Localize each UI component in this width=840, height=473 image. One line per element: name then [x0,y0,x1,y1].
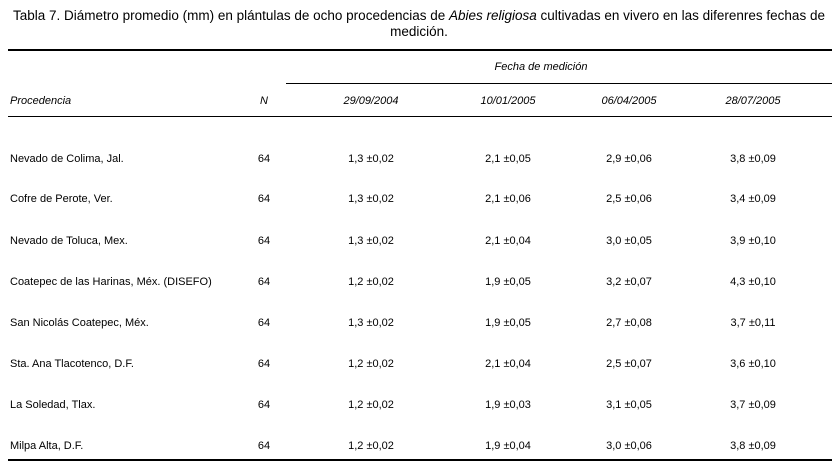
table-cell-fecha-3: 2,7 ±0,08 [606,317,652,329]
column-header-fecha-1: 29/09/2004 [343,95,399,107]
table-cell-n: 64 [257,193,271,205]
table-cell-n: 64 [257,399,271,411]
table-cell-fecha-2: 2,1 ±0,06 [485,193,531,205]
table-cell-procedencia: Coatepec de las Harinas, Méx. (DISEFO) [10,276,212,288]
table-cell-fecha-2: 2,1 ±0,04 [485,358,531,370]
table-cell-fecha-4: 4,3 ±0,10 [730,276,776,288]
table-cell-n: 64 [257,440,271,452]
column-header-procedencia: Procedencia [10,95,72,107]
table-cell-n: 64 [257,358,271,370]
column-header-fecha-2: 10/01/2005 [480,95,536,107]
table-cell-n: 64 [257,153,271,165]
table-cell-fecha-2: 1,9 ±0,05 [485,276,531,288]
table-cell-fecha-3: 2,5 ±0,06 [606,193,652,205]
table-cell-procedencia: Sta. Ana Tlacotenco, D.F. [10,358,134,370]
table-cell-fecha-3: 3,0 ±0,06 [606,440,652,452]
table-cell-fecha-3: 3,0 ±0,05 [606,235,652,247]
table-cell-fecha-2: 2,1 ±0,05 [485,153,531,165]
table-cell-fecha-1: 1,2 ±0,02 [348,276,394,288]
table-cell-procedencia: Nevado de Colima, Jal. [10,153,124,165]
table-cell-n: 64 [257,235,271,247]
table-caption [6,8,832,40]
table-cell-fecha-1: 1,2 ±0,02 [348,399,394,411]
table-cell-fecha-2: 1,9 ±0,03 [485,399,531,411]
caption-suffix: cultivadas en vivero en las diferenres fechas de medición. [390,8,825,39]
caption-species: Abies religiosa [449,8,537,23]
table-cell-fecha-1: 1,2 ±0,02 [348,358,394,370]
table-cell-fecha-1: 1,3 ±0,02 [348,235,394,247]
header-bottom-rule [8,116,832,117]
table-cell-fecha-4: 3,4 ±0,09 [730,193,776,205]
caption-prefix: Tabla 7. Diámetro promedio (mm) en plántulas de ocho procedencias de [13,8,449,23]
table-cell-fecha-1: 1,3 ±0,02 [348,153,394,165]
table-bottom-rule [8,459,832,461]
table-cell-fecha-4: 3,8 ±0,09 [730,440,776,452]
table-cell-fecha-4: 3,6 ±0,10 [730,358,776,370]
table-cell-n: 64 [257,317,271,329]
column-header-fecha-4: 28/07/2005 [725,95,781,107]
table-cell-n: 64 [257,276,271,288]
group-header-fecha: Fecha de medición [494,61,588,73]
table-cell-fecha-4: 3,8 ±0,09 [730,153,776,165]
table-cell-procedencia: Cofre de Perote, Ver. [10,193,113,205]
table-cell-fecha-2: 1,9 ±0,05 [485,317,531,329]
table-cell-fecha-3: 2,5 ±0,07 [606,358,652,370]
table-top-rule [8,49,832,51]
table-cell-fecha-4: 3,9 ±0,10 [730,235,776,247]
table-cell-fecha-4: 3,7 ±0,11 [730,317,776,329]
table-cell-fecha-3: 2,9 ±0,06 [606,153,652,165]
group-header-rule [286,83,832,84]
table-cell-fecha-2: 2,1 ±0,04 [485,235,531,247]
table-cell-fecha-2: 1,9 ±0,04 [485,440,531,452]
table-cell-fecha-1: 1,3 ±0,02 [348,193,394,205]
table-cell-fecha-3: 3,1 ±0,05 [606,399,652,411]
table-cell-fecha-3: 3,2 ±0,07 [606,276,652,288]
table-cell-procedencia: Nevado de Toluca, Mex. [10,235,128,247]
table-cell-fecha-1: 1,3 ±0,02 [348,317,394,329]
table-cell-fecha-1: 1,2 ±0,02 [348,440,394,452]
table-cell-procedencia: San Nicolás Coatepec, Méx. [10,317,149,329]
table-cell-procedencia: La Soledad, Tlax. [10,399,96,411]
table-cell-fecha-4: 3,7 ±0,09 [730,399,776,411]
table-cell-procedencia: Milpa Alta, D.F. [10,440,84,452]
column-header-n: N [260,95,268,107]
column-header-fecha-3: 06/04/2005 [601,95,657,107]
